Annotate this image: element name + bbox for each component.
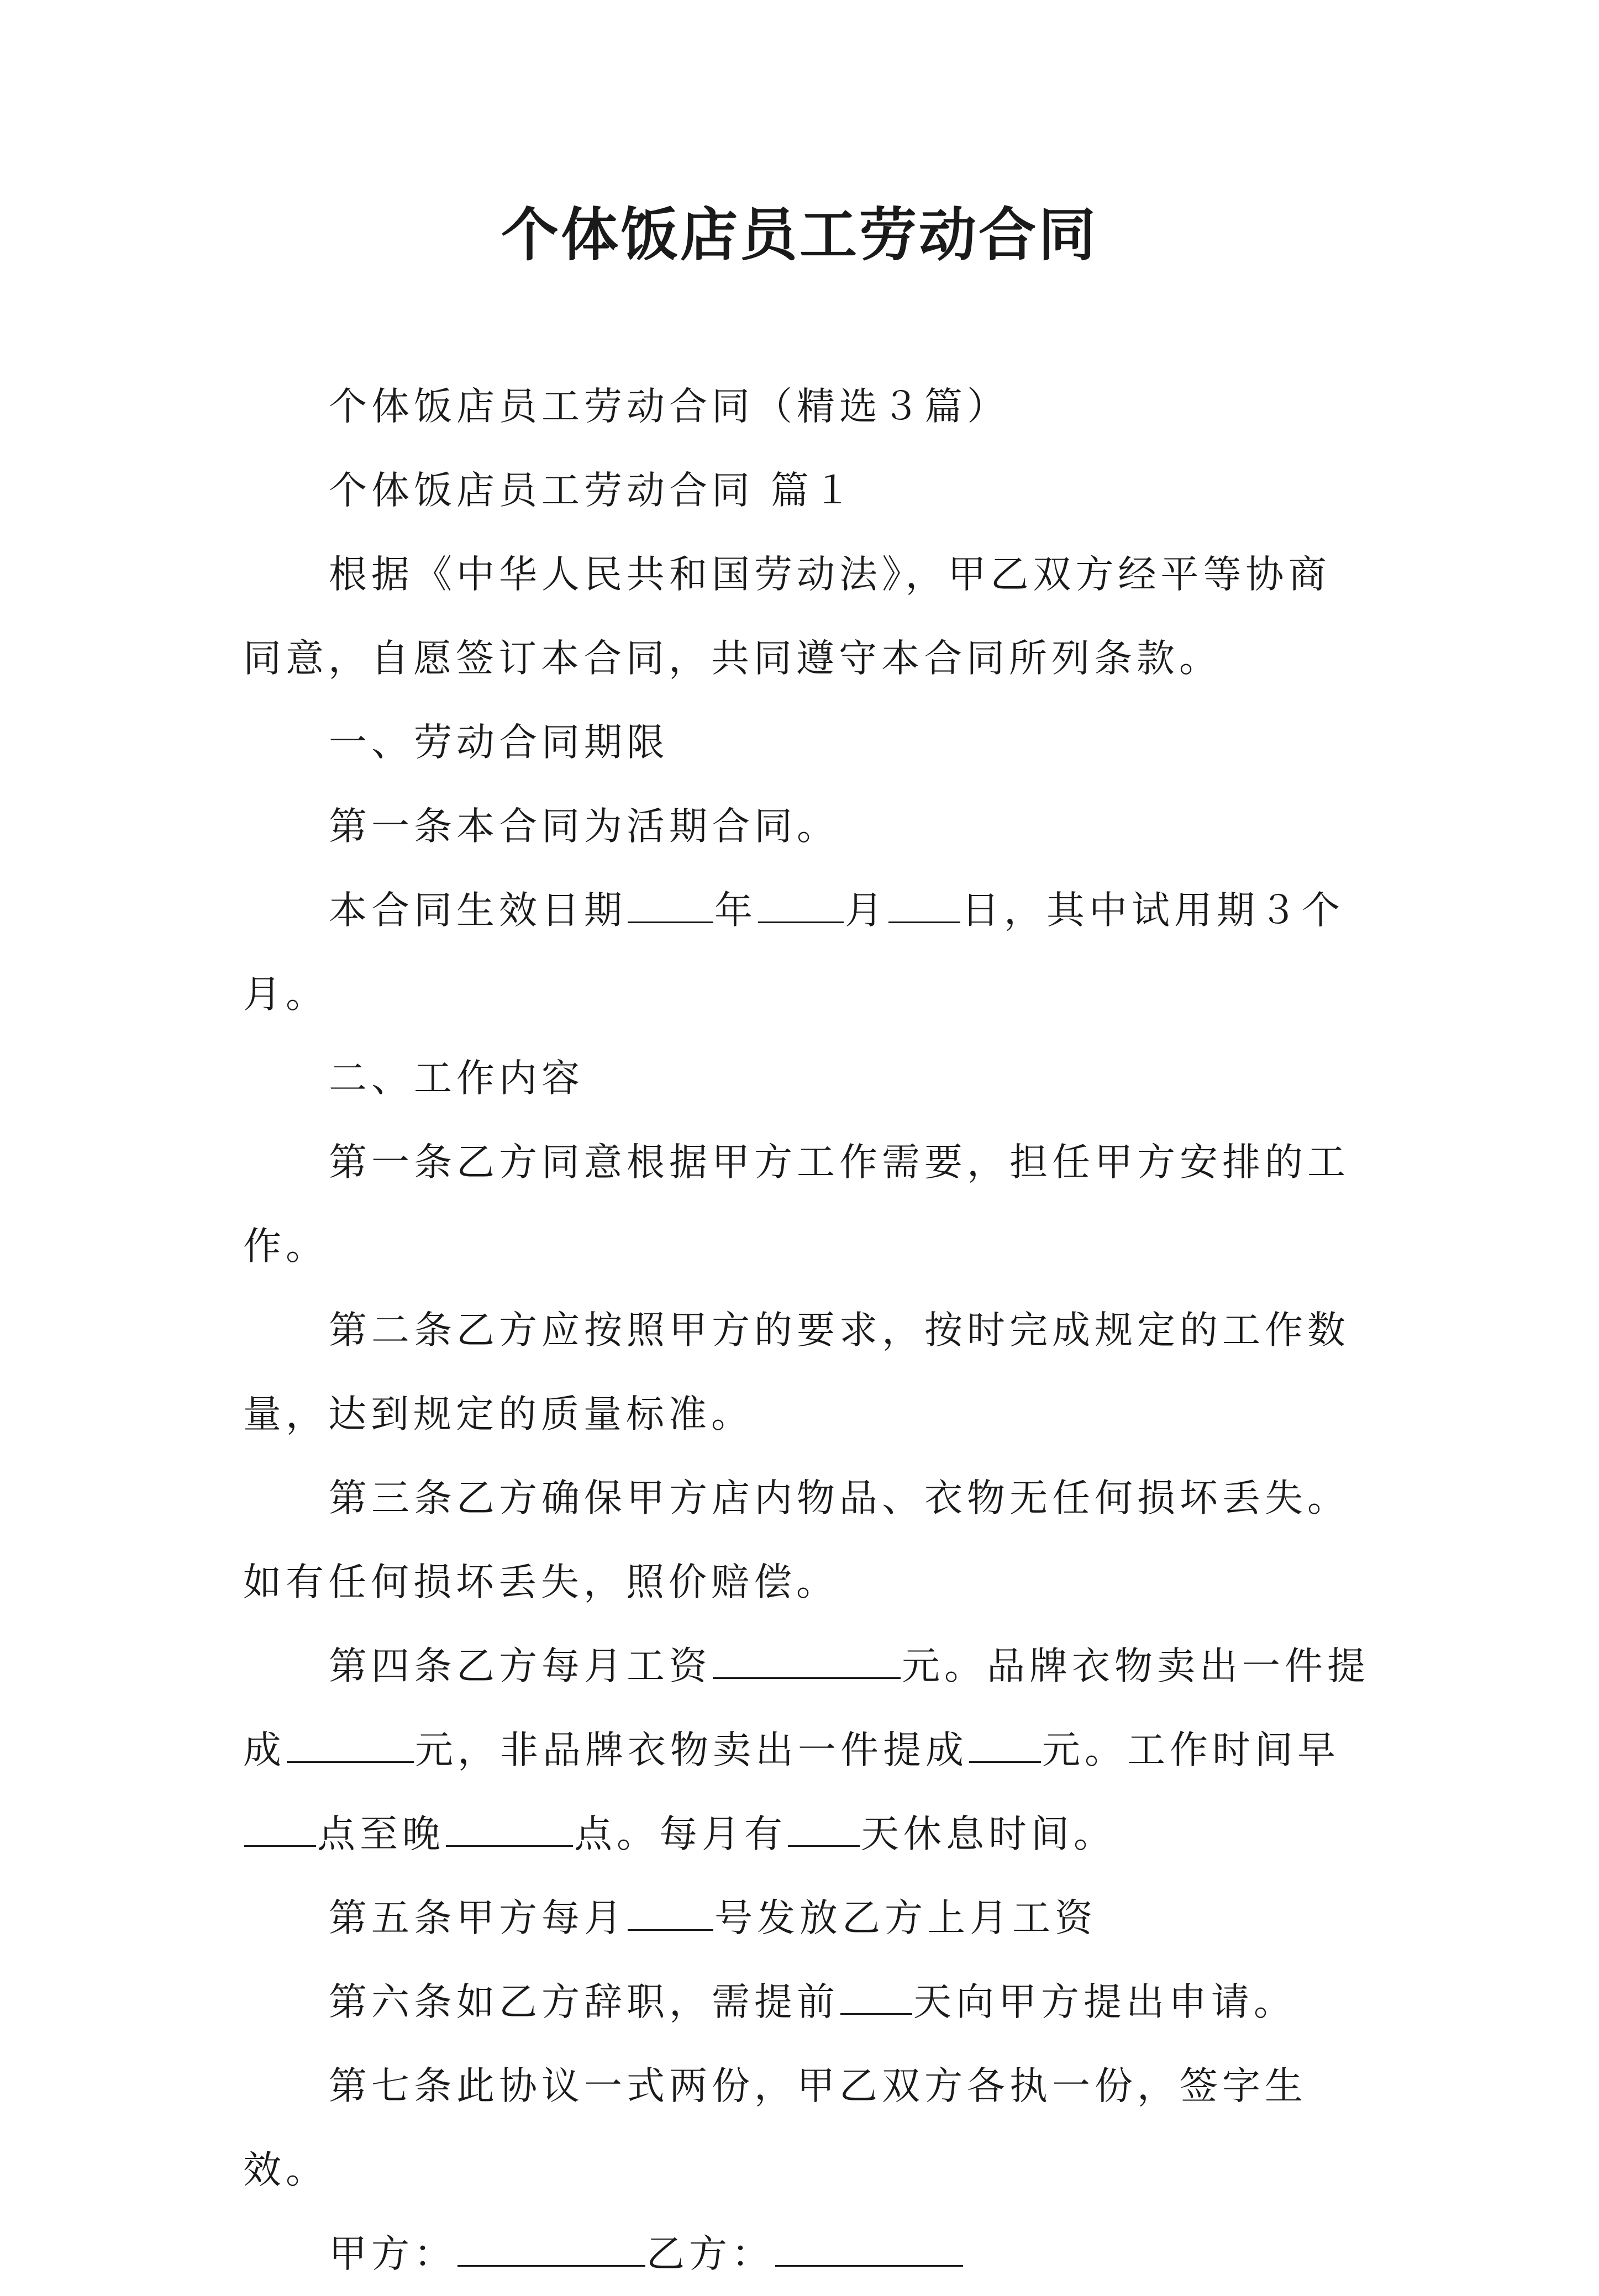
text-segment: 第六条如乙方辞职，需提前 xyxy=(329,1980,839,2024)
text-segment: 第五条甲方每月 xyxy=(329,1896,627,1940)
blank-start-hour xyxy=(244,1812,316,1847)
text-segment: 本合同生效日期 xyxy=(329,888,627,933)
text-segment: 年 xyxy=(714,888,757,933)
blank-brand-commission xyxy=(287,1728,414,1763)
document-body xyxy=(243,365,1370,2296)
text-segment: 号发放乙方上月工资 xyxy=(714,1896,1097,1940)
document-title: 个体饭店员工劳动合同 xyxy=(501,201,1098,268)
article-work-2: 第二条乙方应按照甲方的要求，按时完成规定的工作数量，达到规定的质量标准。 xyxy=(243,1308,1350,1436)
blank-monthly-wage xyxy=(713,1644,901,1679)
party-a-label: 甲方： xyxy=(329,2232,456,2276)
blank-nonbrand-commission xyxy=(969,1728,1041,1763)
article-work-1: 第一条乙方同意根据甲方工作需要，担任甲方安排的工作。 xyxy=(243,1140,1350,1268)
text-segment: 天向甲方提出申请。 xyxy=(913,1980,1296,2024)
paragraph-preamble: 根据《中华人民共和国劳动法》，甲乙双方经平等协商同意，自愿签订本合同，共同遵守本合同所列条款。 xyxy=(243,552,1331,681)
blank-pay-date xyxy=(628,1896,713,1931)
paragraph-heading-part1: 个体饭店员工劳动合同 篇１ xyxy=(329,468,856,513)
blank-year xyxy=(628,888,713,923)
text-segment: 元。工作时间早 xyxy=(1042,1728,1340,1772)
text-segment: 点。每月有 xyxy=(574,1812,787,1856)
article-resignation xyxy=(243,1960,1370,2044)
text-segment: 日，其中试用期３个月。 xyxy=(243,888,1344,1017)
article-term-1: 第一条本合同为活期合同。 xyxy=(329,804,839,849)
text-segment: 元。品牌衣物卖出一件提成 xyxy=(243,1644,1370,1772)
blank-month xyxy=(758,888,844,923)
party-b-label: 乙方： xyxy=(646,2232,774,2276)
blank-party-b-signature xyxy=(775,2232,963,2267)
blank-party-a-signature xyxy=(457,2232,645,2267)
text-segment: 天休息时间。 xyxy=(861,1812,1116,1856)
blank-end-hour xyxy=(446,1812,573,1847)
article-payday xyxy=(243,1876,1370,1960)
blank-day xyxy=(888,888,960,923)
article-wages xyxy=(243,1624,1370,1876)
section-heading-term: 一、劳动合同期限 xyxy=(329,720,669,765)
blank-rest-days xyxy=(788,1812,860,1847)
article-work-3: 第三条乙方确保甲方店内物品、衣物无任何损坏丢失。如有任何损坏丢失，照价赔偿。 xyxy=(243,1476,1350,1604)
text-segment: 点至晚 xyxy=(317,1812,445,1856)
article-effective-date xyxy=(243,868,1370,1036)
article-copies: 第七条此协议一式两份，甲乙双方各执一份，签字生效。 xyxy=(243,2064,1307,2192)
text-segment: 第四条乙方每月工资 xyxy=(329,1644,712,1688)
text-segment: 月 xyxy=(845,888,887,933)
blank-notice-days xyxy=(840,1980,912,2015)
paragraph-heading-collection: 个体饭店员工劳动合同（精选３篇） xyxy=(329,385,1009,429)
text-segment: 元，非品牌衣物卖出一件提成 xyxy=(415,1728,968,1772)
section-heading-work: 二、工作内容 xyxy=(329,1056,584,1100)
signature-line xyxy=(243,2212,1370,2296)
